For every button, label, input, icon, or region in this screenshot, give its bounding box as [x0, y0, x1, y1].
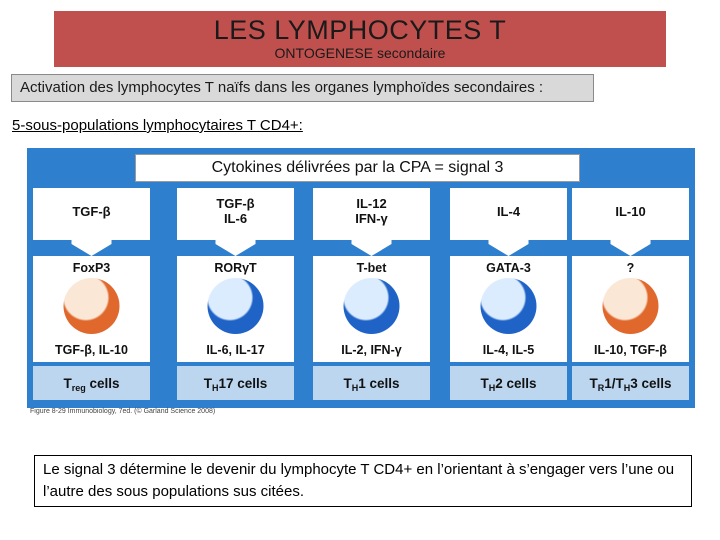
- cell-name-part: T: [343, 376, 352, 391]
- transcription-factor-label: FoxP3: [72, 261, 111, 275]
- cytokine-out-label: TGF-β, IL-10: [55, 343, 128, 357]
- transcription-factor-label: T-bet: [356, 261, 387, 275]
- blue-cell: [481, 278, 537, 334]
- cytokine-in-label: TGF-β: [72, 204, 111, 219]
- arrow-shape: [489, 240, 529, 256]
- figure-svg: [27, 148, 695, 408]
- cytokine-in-label: TGF-β: [216, 196, 255, 211]
- cell-name-part: 17 cells: [218, 376, 268, 391]
- signal3-label: Cytokines délivrées par la CPA = signal 3: [135, 154, 580, 182]
- arrow-shape: [352, 240, 392, 256]
- cell-name-subscript: H: [488, 383, 496, 393]
- blue-cell: [344, 278, 400, 334]
- cytokine-out-label: IL-10, TGF-β: [594, 343, 667, 357]
- cell-name-part: 1 cells: [358, 376, 400, 391]
- arrow-shape: [216, 240, 256, 256]
- cell-name-subscript: H: [351, 383, 359, 393]
- cytokine-out-label: IL-6, IL-17: [206, 343, 265, 357]
- cell-name-part: T: [480, 376, 489, 391]
- cell-name-part: 1/T: [604, 376, 624, 391]
- cytokine-in-label: IL-4: [496, 204, 521, 219]
- cell-name-part: 2 cells: [495, 376, 537, 391]
- figure-credit: Figure 8-29 Immunobiology, 7ed. (© Garland Science 2008): [30, 408, 216, 415]
- cell-name-subscript: H: [211, 383, 219, 393]
- orange-cell: [64, 278, 120, 334]
- differentiation-figure: [27, 148, 695, 408]
- arrow-shape: [611, 240, 651, 256]
- page-title: LES LYMPHOCYTES T: [213, 15, 507, 45]
- cell-name-subscript: H: [623, 383, 631, 393]
- cytokine-in-label: IL-6: [223, 211, 248, 226]
- cytokine-out-label: IL-4, IL-5: [482, 343, 535, 357]
- cell-name-part: T: [589, 376, 598, 391]
- activation-caption: Activation des lymphocytes T naïfs dans les organes lymphoïdes secondaires :: [11, 74, 594, 102]
- cell-name-part: 3 cells: [630, 376, 672, 391]
- arrow-shape: [72, 240, 112, 256]
- cytokine-in-label: IL-12: [356, 196, 387, 211]
- cell-name-part: cells: [85, 376, 120, 391]
- conclusion-box: Le signal 3 détermine le devenir du lymphocyte T CD4+ en l’orientant à s’engager vers l’une ou l’autre des sous populations sus citées.: [34, 455, 692, 507]
- subpopulations-heading: 5-sous-populations lymphocytaires T CD4+:: [12, 117, 303, 134]
- transcription-factor-label: ?: [626, 261, 635, 275]
- cell-name-part: T: [203, 376, 212, 391]
- cell-name-part: T: [63, 376, 72, 391]
- transcription-factor-label: RORγT: [214, 261, 257, 275]
- cell-name-subscript: R: [597, 383, 605, 393]
- blue-cell: [208, 278, 264, 334]
- transcription-factor-label: GATA-3: [486, 261, 531, 275]
- cell-name-subscript: reg: [71, 383, 86, 393]
- cytokine-in-label: IFN-γ: [355, 211, 388, 226]
- cytokine-out-label: IL-2, IFN-γ: [341, 343, 402, 357]
- cytokine-in-label: IL-10: [615, 204, 646, 219]
- title-banner: [54, 11, 666, 67]
- orange-cell: [603, 278, 659, 334]
- page-subtitle: ONTOGENESE secondaire: [274, 45, 446, 61]
